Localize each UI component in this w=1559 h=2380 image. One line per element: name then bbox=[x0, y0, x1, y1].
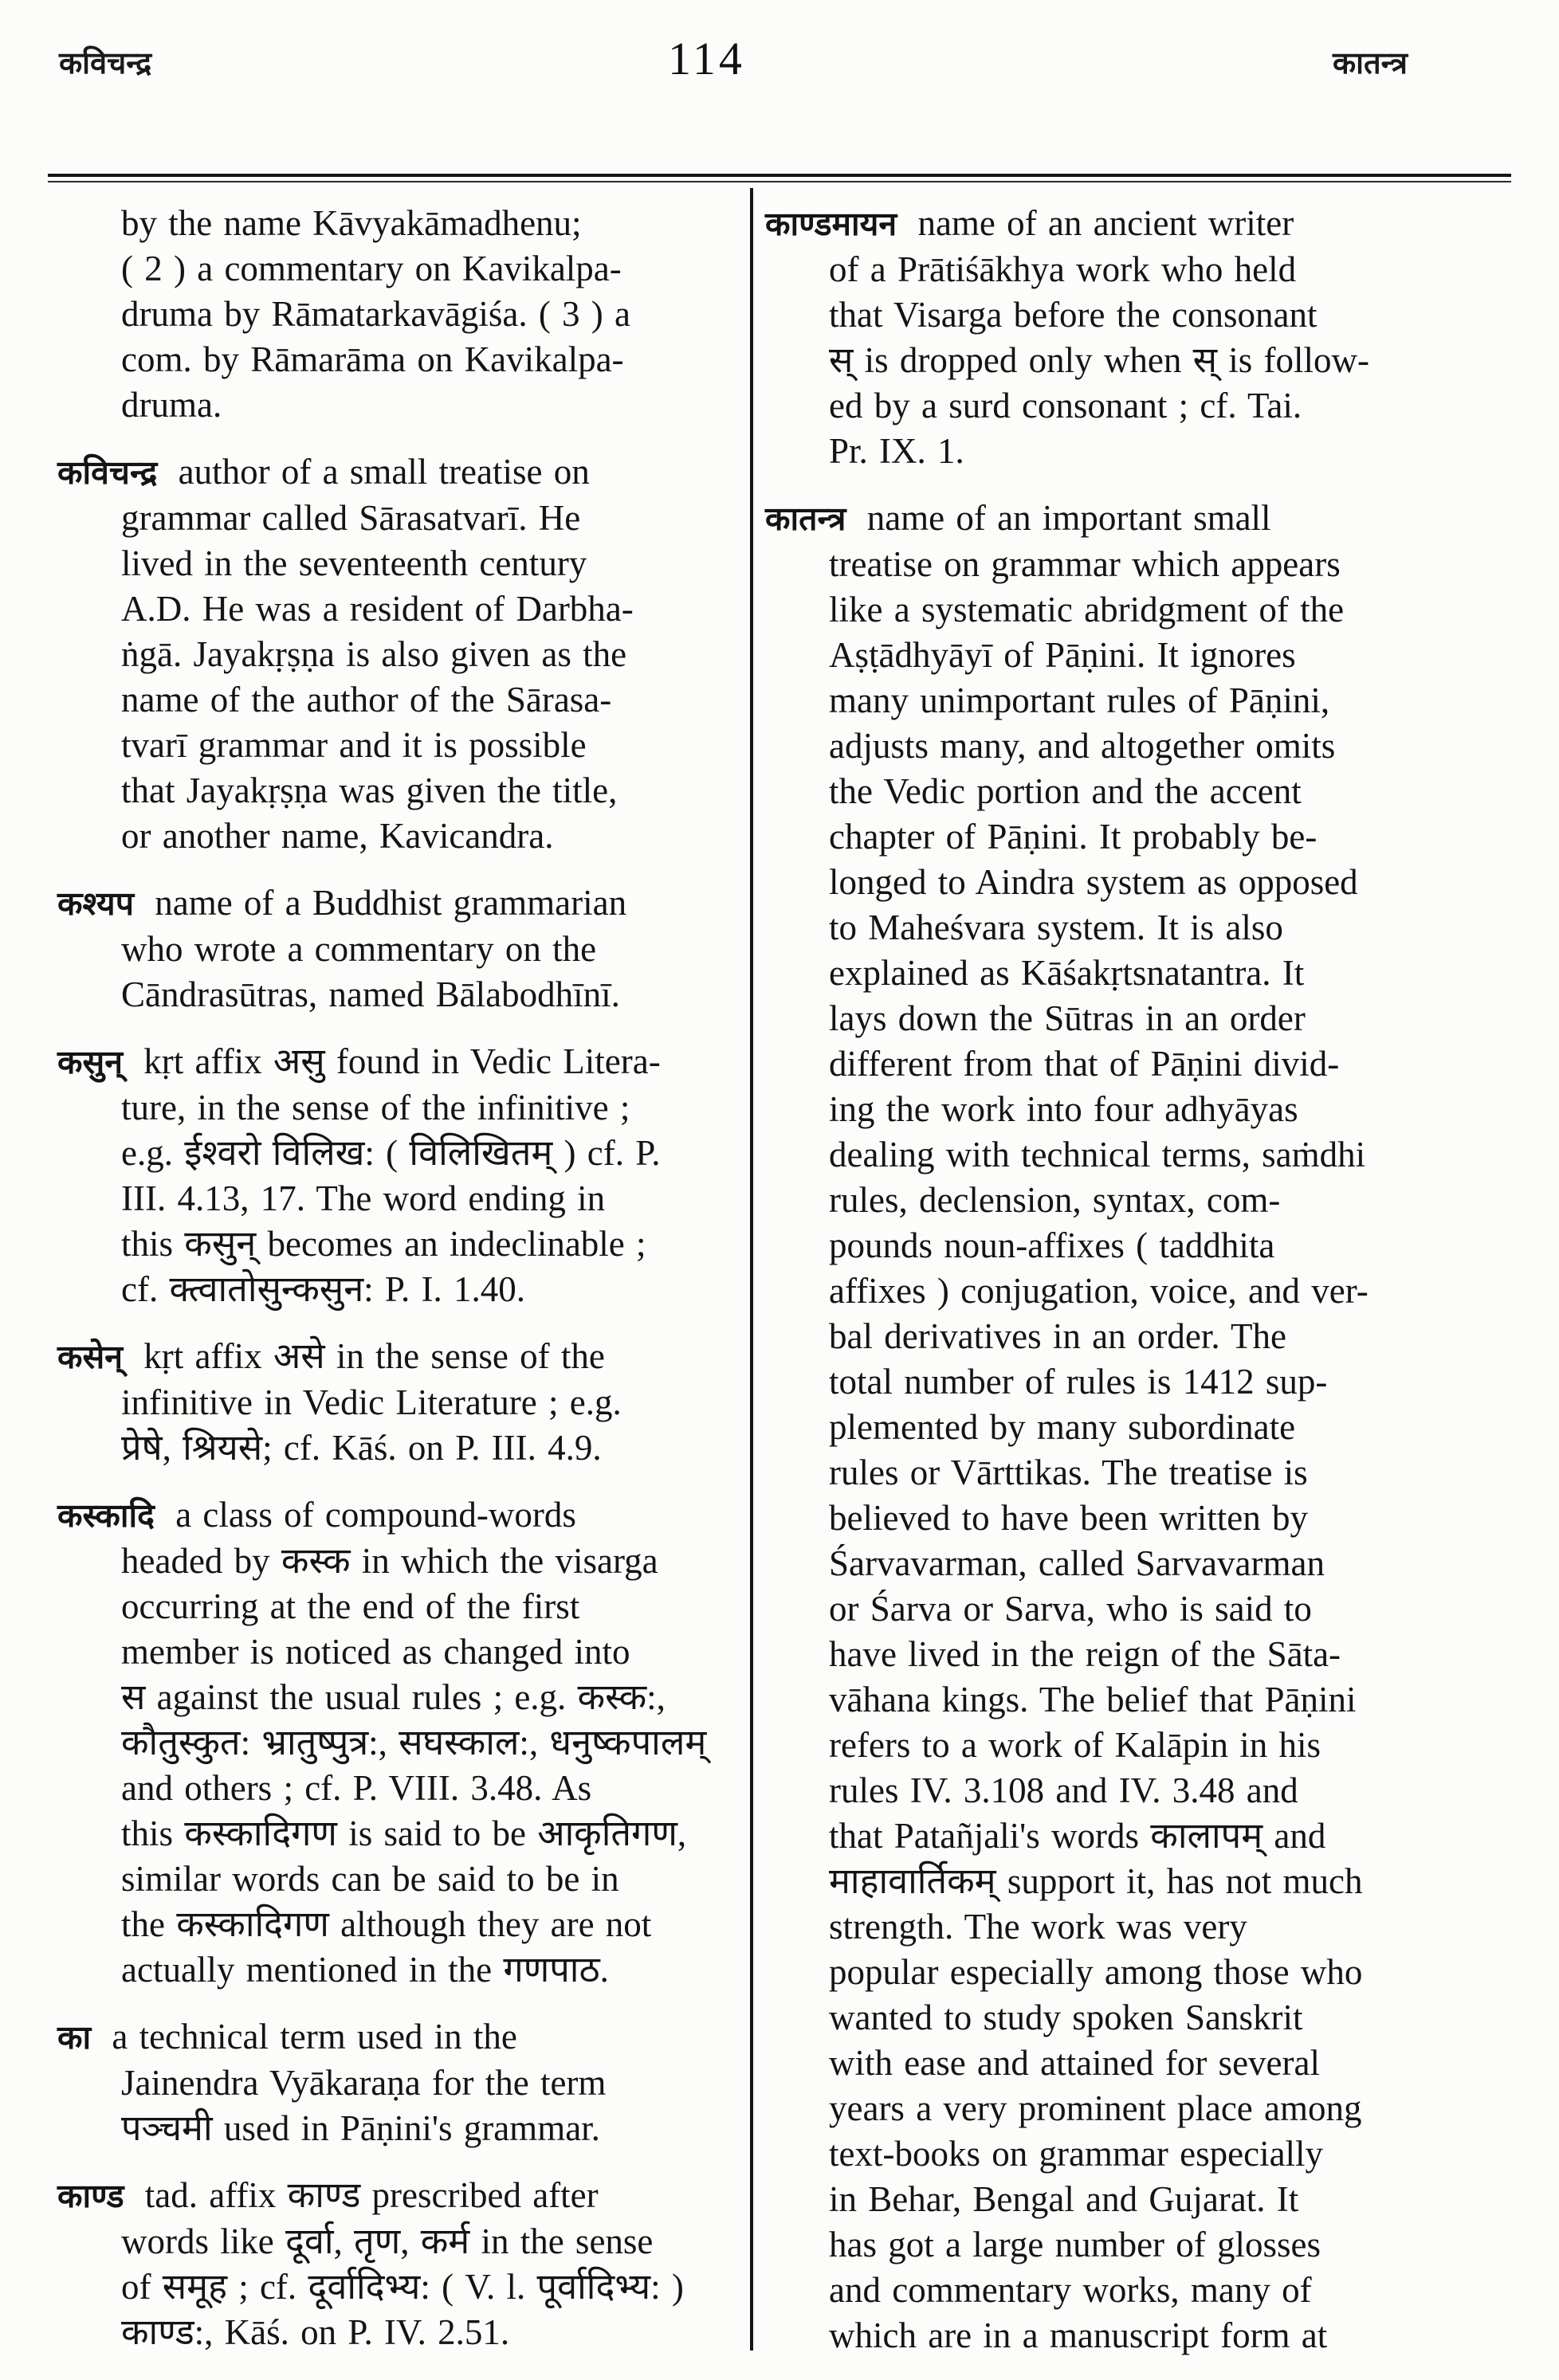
dictionary-entry: कातन्त्र name of an important small treatise on grammar which appears like a systematic abridgment of the Aṣṭādhyāyī of Pāṇini. It ignores many unimportant rules of Pāṇini, adjusts many, and altogether omits the Vedic portion and the accent chapter of Pāṇini. It probably be- longed to Aindra system as opposed to Maheśvara system. It is also explained as Kāśakṛtsnatantra. It lays down the Sūtras in an order different from that of Pāṇini divid- ing the work into four adhyāyas dealing with technical terms, saṁdhi rules, declension, syntax, com- pounds noun-affixes ( taddhita affixes ) conjugation, voice, and ver- bal derivatives in an order. The total number of rules is 1412 sup- plemented by many subordinate rules or Vārttikas. The treatise is believed to have been written by Śarvavarman, called Sarvavarman or Śarva or Sarva, who is said to have lived in the reign of the Sāta- vāhana kings. The belief that Pāṇini refers to a work of Kalāpin in his rules IV. 3.108 and IV. 3.48 and that Patañjali's words कालापम् and माहावार्तिकम् support it, has not much strength. The work was very popular especially among those who wanted to study spoken Sanskrit with ease and attained for several years a very prominent place among text-books on grammar especially in Behar, Bengal and Gujarat. It has got a large number of glosses and commentary works, many of which are in a manuscript form at bbox=[765, 498, 1369, 2355]
column-divider bbox=[750, 188, 753, 2351]
dictionary-entry: कविचन्द्र author of a small treatise on grammar called Sārasatvarī. He lived in the seventeenth century A.D. He was a resident of Darbha- ṅgā. Jayakṛṣṇa is also given as the name of the author of the Sārasa- tvarī grammar and it is possible that Jayakṛṣṇa was given the title, or another name, Kavicandra. bbox=[57, 452, 634, 856]
dictionary-entry: कश्यप name of a Buddhist grammarian who wrote a commentary on the Cāndrasūtras, named Bālabodhīnī. bbox=[57, 883, 627, 1014]
header-rule-secondary bbox=[48, 181, 1511, 182]
column-right bbox=[765, 201, 1470, 2380]
dictionary-entry: कसेन् kṛt affix असे in the sense of the infinitive in Vedic Literature ; e.g. प्रेषे, श्रियसे; cf. Kāś. on P. III. 4.9. bbox=[57, 1336, 622, 1468]
entry-headword: कविचन्द्र bbox=[57, 453, 158, 492]
running-head-right: कातन्त्र bbox=[1333, 45, 1408, 80]
running-head-left: कविचन्द्र bbox=[59, 45, 152, 80]
entry-headword: काण्डमायन bbox=[765, 205, 897, 243]
dictionary-entry: by the name Kāvyakāmadhenu; ( 2 ) a commentary on Kavikalpa- druma by Rāmatarkavāgiśa. ( 3 ) a com. by Rāmarāma on Kavikalpa- druma. bbox=[121, 203, 631, 425]
dictionary-entry: कस्कादि a class of compound-words headed by कस्क in which the visarga occurring at the end of the first member is noticed as changed into स against the usual rules ; e.g. कस्क:, कौतुस्कुत: भ्रातुष्पुत्र:, सघस्काल:, धनुष्कपालम् and others ; cf. P. VIII. 3.48. As this कस्कादिगण is said to be आकृतिगण, similar words can be said to be in the कस्कादिगण although they are not actually mentioned in the गणपाठ. bbox=[57, 1495, 707, 1990]
entry-headword: का bbox=[57, 2018, 92, 2057]
entry-headword: कसुन् bbox=[57, 1043, 123, 1081]
entry-headword: कश्यप bbox=[57, 884, 134, 923]
dictionary-entry: कसुन् kṛt affix असु found in Vedic Litera- ture, in the sense of the infinitive ; e.g. ईश्वरो विलिख: ( विलिखितम् ) cf. P. III. 4.13, 17. The word ending in this कसुन् becomes an indeclinable ; cf. क्त्वातोसुन्कसुन: P. I. 1.40. bbox=[57, 1041, 661, 1309]
dictionary-entry: का a technical term used in the Jainendra Vyākaraṇa for the term पञ्चमी used in Pāṇini's grammar. bbox=[57, 2017, 607, 2148]
entry-headword: कसेन् bbox=[57, 1338, 123, 1376]
page-number: 114 bbox=[668, 33, 745, 84]
entry-headword: काण्ड bbox=[57, 2177, 124, 2215]
entry-headword: कातन्त्र bbox=[765, 500, 846, 538]
entry-headword: कस्कादि bbox=[57, 1496, 155, 1535]
header-rule bbox=[48, 174, 1511, 177]
dictionary-entry: काण्डमायन name of an ancient writer of a Prātiśākhya work who held that Visarga before the consonant स् is dropped only when स् is follow- ed by a surd consonant ; cf. Tai. Pr. IX. 1. bbox=[765, 203, 1370, 471]
dictionary-entry: काण्ड tad. affix काण्ड prescribed after words like दूर्वा, तृण, कर्म in the sense of समूह ; cf. दूर्वादिभ्य: ( V. l. पूर्वादिभ्य: ) काण्ड:, Kāś. on P. IV. 2.51. bbox=[57, 2175, 684, 2352]
column-left bbox=[57, 201, 740, 2377]
